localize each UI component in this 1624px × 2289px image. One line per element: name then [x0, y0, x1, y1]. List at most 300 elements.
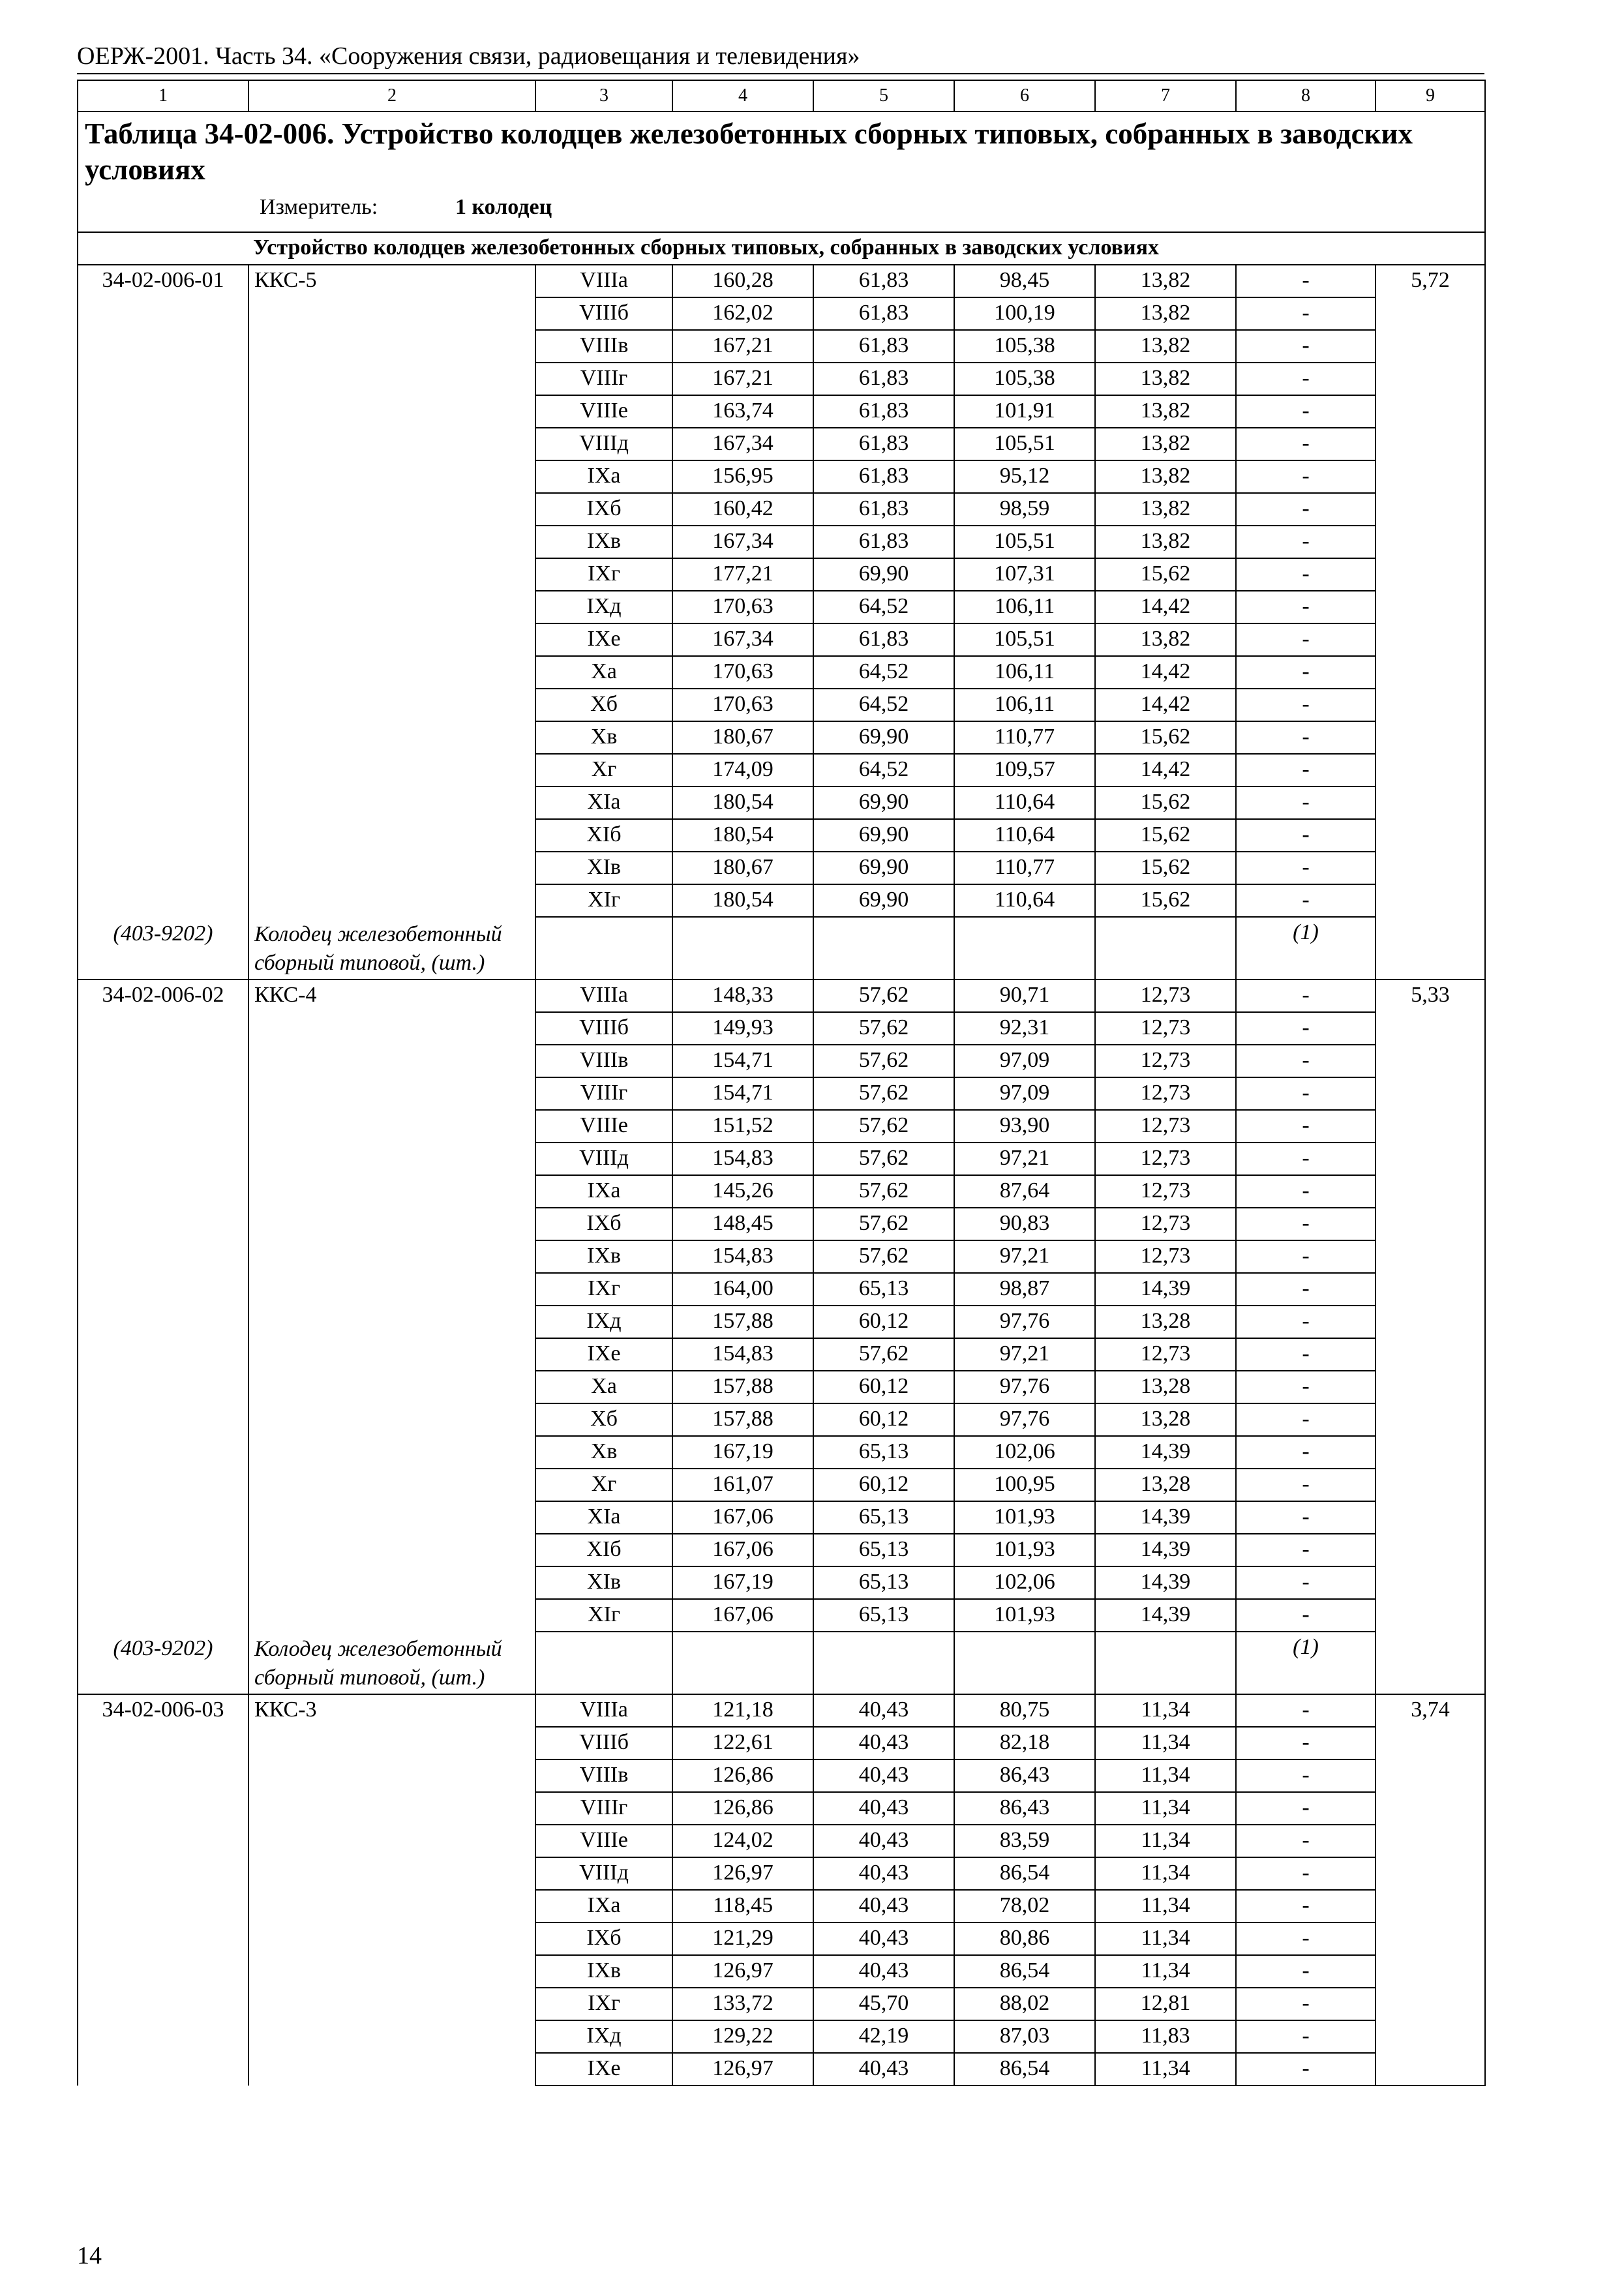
value-cell: 15,62	[1095, 852, 1236, 884]
value-cell: 170,63	[672, 591, 813, 623]
value-cell: VIIIв	[535, 330, 672, 363]
value-cell: -	[1236, 1922, 1376, 1955]
value-cell: 167,19	[672, 1436, 813, 1469]
value-cell: -	[1236, 460, 1376, 493]
empty-cell	[813, 1632, 954, 1694]
section-row	[78, 232, 1485, 265]
column-number: 7	[1095, 80, 1236, 112]
value-cell: 60,12	[813, 1306, 954, 1338]
value-cell: 57,62	[813, 1143, 954, 1175]
value-cell: XIв	[535, 852, 672, 884]
value-cell: 101,93	[954, 1599, 1095, 1632]
value-cell: 40,43	[813, 1955, 954, 1988]
value-cell: 154,71	[672, 1077, 813, 1110]
value-cell: 86,43	[954, 1759, 1095, 1792]
value-cell: 61,83	[813, 623, 954, 656]
value-cell: 60,12	[813, 1403, 954, 1436]
note-code: (403-9202)	[113, 1636, 213, 1660]
column-number: 1	[78, 80, 248, 112]
value-cell: IXе	[535, 1338, 672, 1371]
value-cell: -	[1236, 1599, 1376, 1632]
value-cell: -	[1236, 1273, 1376, 1306]
value-cell: 13,82	[1095, 363, 1236, 395]
value-cell: Xг	[535, 754, 672, 786]
value-cell: -	[1236, 428, 1376, 460]
value-cell: 64,52	[813, 754, 954, 786]
value-cell: 101,91	[954, 395, 1095, 428]
value-cell: 61,83	[813, 493, 954, 526]
table-body	[78, 80, 1485, 2086]
value-cell: 13,82	[1095, 330, 1236, 363]
value-cell: 162,02	[672, 297, 813, 330]
rate-code: 34-02-006-02 (403-9202)	[78, 980, 248, 1694]
value-cell: -	[1236, 1077, 1376, 1110]
table-title-row	[78, 112, 1485, 232]
value-cell: 106,11	[954, 591, 1095, 623]
value-cell: 100,95	[954, 1469, 1095, 1501]
value-cell: 97,76	[954, 1371, 1095, 1403]
value-cell: 110,77	[954, 852, 1095, 884]
value-cell: 13,82	[1095, 623, 1236, 656]
value-cell: 105,38	[954, 363, 1095, 395]
table-row	[78, 980, 1485, 1012]
value-cell: VIIIг	[535, 1792, 672, 1825]
column-number: 8	[1236, 80, 1376, 112]
header-rule	[77, 73, 1484, 74]
mass-cell: 5,72	[1376, 265, 1485, 980]
column-number: 2	[248, 80, 535, 112]
value-cell: IXг	[535, 1988, 672, 2020]
value-cell: 11,34	[1095, 1792, 1236, 1825]
value-cell: 149,93	[672, 1012, 813, 1045]
value-cell: 13,28	[1095, 1469, 1236, 1501]
value-cell: 11,34	[1095, 1857, 1236, 1890]
value-cell: 148,45	[672, 1208, 813, 1240]
rate-name: ККС-3	[248, 1694, 535, 2086]
value-cell: 87,03	[954, 2020, 1095, 2053]
value-cell: 40,43	[813, 1890, 954, 1922]
value-cell: 157,88	[672, 1403, 813, 1436]
value-cell: 15,62	[1095, 721, 1236, 754]
rate-code: 34-02-006-03	[78, 1694, 248, 2086]
value-cell: 157,88	[672, 1306, 813, 1338]
value-cell: 69,90	[813, 819, 954, 852]
value-cell: IXв	[535, 1955, 672, 1988]
note-code: (403-9202)	[113, 921, 213, 946]
value-cell: 170,63	[672, 689, 813, 721]
value-cell: 14,39	[1095, 1273, 1236, 1306]
value-cell: -	[1236, 721, 1376, 754]
value-cell: 57,62	[813, 1208, 954, 1240]
value-cell: 40,43	[813, 1825, 954, 1857]
value-cell: 118,45	[672, 1890, 813, 1922]
value-cell: 170,63	[672, 656, 813, 689]
value-cell: 61,83	[813, 395, 954, 428]
value-cell: 109,57	[954, 754, 1095, 786]
note-text: Колодец железобетонный сборный типовой, (шт.)	[254, 922, 502, 975]
note-text: Колодец железобетонный сборный типовой, (шт.)	[254, 1637, 502, 1690]
value-cell: IXе	[535, 2053, 672, 2086]
value-cell: IXб	[535, 493, 672, 526]
value-cell: 167,21	[672, 363, 813, 395]
column-number: 3	[535, 80, 672, 112]
value-cell: 65,13	[813, 1566, 954, 1599]
value-cell: -	[1236, 1306, 1376, 1338]
value-cell: 121,29	[672, 1922, 813, 1955]
value-cell: 97,76	[954, 1306, 1095, 1338]
value-cell: 69,90	[813, 852, 954, 884]
value-cell: -	[1236, 1143, 1376, 1175]
value-cell: 148,33	[672, 980, 813, 1012]
value-cell: 13,82	[1095, 297, 1236, 330]
value-cell: 80,75	[954, 1694, 1095, 1727]
value-cell: -	[1236, 1759, 1376, 1792]
rates-table	[77, 80, 1486, 2086]
value-cell: -	[1236, 1727, 1376, 1759]
value-cell: 110,64	[954, 884, 1095, 917]
value-cell: 156,95	[672, 460, 813, 493]
value-cell: 12,81	[1095, 1988, 1236, 2020]
value-cell: 15,62	[1095, 558, 1236, 591]
value-cell: VIIIб	[535, 297, 672, 330]
value-cell: -	[1236, 1240, 1376, 1273]
value-cell: -	[1236, 1045, 1376, 1077]
value-cell: 126,86	[672, 1759, 813, 1792]
value-cell: 107,31	[954, 558, 1095, 591]
value-cell: 92,31	[954, 1012, 1095, 1045]
value-cell: -	[1236, 1403, 1376, 1436]
value-cell: -	[1236, 1857, 1376, 1890]
value-cell: 98,59	[954, 493, 1095, 526]
value-cell: 61,83	[813, 297, 954, 330]
value-cell: 69,90	[813, 884, 954, 917]
value-cell: 11,34	[1095, 1922, 1236, 1955]
value-cell: 145,26	[672, 1175, 813, 1208]
value-cell: -	[1236, 754, 1376, 786]
value-cell: -	[1236, 1012, 1376, 1045]
value-cell: 65,13	[813, 1534, 954, 1566]
value-cell: 40,43	[813, 1694, 954, 1727]
value-cell: 86,54	[954, 1857, 1095, 1890]
value-cell: 14,42	[1095, 754, 1236, 786]
value-cell: 11,34	[1095, 1890, 1236, 1922]
value-cell: 180,54	[672, 819, 813, 852]
table-row	[78, 265, 1485, 297]
value-cell: -	[1236, 1792, 1376, 1825]
value-cell: 161,07	[672, 1469, 813, 1501]
value-cell: 97,21	[954, 1143, 1095, 1175]
value-cell: 154,83	[672, 1143, 813, 1175]
value-cell: 97,09	[954, 1045, 1095, 1077]
value-cell: 95,12	[954, 460, 1095, 493]
value-cell: XIа	[535, 786, 672, 819]
value-cell: 167,34	[672, 526, 813, 558]
value-cell: 15,62	[1095, 819, 1236, 852]
value-cell: VIIIе	[535, 395, 672, 428]
value-cell: Xб	[535, 1403, 672, 1436]
empty-cell	[1095, 917, 1236, 980]
value-cell: 87,64	[954, 1175, 1095, 1208]
value-cell: 167,21	[672, 330, 813, 363]
value-cell: 60,12	[813, 1469, 954, 1501]
value-cell: Xв	[535, 1436, 672, 1469]
value-cell: -	[1236, 819, 1376, 852]
value-cell: IXд	[535, 591, 672, 623]
value-cell: 14,39	[1095, 1599, 1236, 1632]
value-cell: 180,67	[672, 852, 813, 884]
value-cell: 101,93	[954, 1501, 1095, 1534]
value-cell: 69,90	[813, 558, 954, 591]
value-cell: 110,64	[954, 819, 1095, 852]
value-cell: XIа	[535, 1501, 672, 1534]
value-cell: -	[1236, 623, 1376, 656]
value-cell: 14,39	[1095, 1534, 1236, 1566]
value-cell: 12,73	[1095, 1045, 1236, 1077]
value-cell: 57,62	[813, 1077, 954, 1110]
value-cell: 126,97	[672, 1857, 813, 1890]
value-cell: 151,52	[672, 1110, 813, 1143]
value-cell: 11,34	[1095, 1955, 1236, 1988]
value-cell: 12,73	[1095, 1175, 1236, 1208]
empty-cell	[813, 917, 954, 980]
value-cell: VIIIб	[535, 1727, 672, 1759]
value-cell: 93,90	[954, 1110, 1095, 1143]
value-cell: 163,74	[672, 395, 813, 428]
value-cell: VIIIв	[535, 1759, 672, 1792]
value-cell: 57,62	[813, 980, 954, 1012]
value-cell: 13,82	[1095, 493, 1236, 526]
value-cell: Xа	[535, 656, 672, 689]
value-cell: 11,34	[1095, 1825, 1236, 1857]
value-cell: 13,28	[1095, 1371, 1236, 1403]
value-cell: 61,83	[813, 428, 954, 460]
value-cell: 12,73	[1095, 1143, 1236, 1175]
value-cell: 102,06	[954, 1566, 1095, 1599]
value-cell: 12,73	[1095, 1012, 1236, 1045]
value-cell: -	[1236, 1694, 1376, 1727]
value-cell: -	[1236, 591, 1376, 623]
value-cell: 13,82	[1095, 526, 1236, 558]
value-cell: -	[1236, 1501, 1376, 1534]
value-cell: -	[1236, 297, 1376, 330]
value-cell: XIг	[535, 1599, 672, 1632]
value-cell: 64,52	[813, 689, 954, 721]
value-cell: 86,43	[954, 1792, 1095, 1825]
value-cell: 13,28	[1095, 1403, 1236, 1436]
value-cell: 90,83	[954, 1208, 1095, 1240]
value-cell: 180,54	[672, 884, 813, 917]
measure-label: Измеритель:	[260, 195, 378, 219]
value-cell: -	[1236, 786, 1376, 819]
value-cell: -	[1236, 1825, 1376, 1857]
value-cell: -	[1236, 884, 1376, 917]
value-cell: Xа	[535, 1371, 672, 1403]
value-cell: 97,21	[954, 1240, 1095, 1273]
value-cell: 86,54	[954, 2053, 1095, 2086]
measure-line	[85, 189, 1478, 225]
value-cell: VIIIд	[535, 428, 672, 460]
value-cell: 11,34	[1095, 1727, 1236, 1759]
value-cell: 177,21	[672, 558, 813, 591]
value-cell: 11,34	[1095, 1759, 1236, 1792]
value-cell: 110,77	[954, 721, 1095, 754]
value-cell: 69,90	[813, 721, 954, 754]
value-cell: 124,02	[672, 1825, 813, 1857]
value-cell: 57,62	[813, 1240, 954, 1273]
value-cell: VIIIа	[535, 1694, 672, 1727]
value-cell: 13,82	[1095, 395, 1236, 428]
value-cell: 88,02	[954, 1988, 1095, 2020]
value-cell: 97,76	[954, 1403, 1095, 1436]
value-cell: 57,62	[813, 1175, 954, 1208]
column-numbers-row	[78, 80, 1485, 112]
value-cell: 60,12	[813, 1371, 954, 1403]
rate-name: ККС-4 Колодец железобетонный сборный типовой, (шт.)	[248, 980, 535, 1694]
value-cell: 57,62	[813, 1338, 954, 1371]
value-cell: -	[1236, 2053, 1376, 2086]
value-cell: 14,39	[1095, 1436, 1236, 1469]
empty-cell	[535, 1632, 672, 1694]
value-cell: 154,83	[672, 1240, 813, 1273]
value-cell: 97,09	[954, 1077, 1095, 1110]
value-cell: XIг	[535, 884, 672, 917]
value-cell: 126,97	[672, 2053, 813, 2086]
value-cell: 121,18	[672, 1694, 813, 1727]
value-cell: XIв	[535, 1566, 672, 1599]
value-cell: 69,90	[813, 786, 954, 819]
value-cell: 12,73	[1095, 1110, 1236, 1143]
value-cell: IXд	[535, 2020, 672, 2053]
value-cell: 105,51	[954, 428, 1095, 460]
value-cell: IXе	[535, 623, 672, 656]
mass-cell: 5,33	[1376, 980, 1485, 1694]
value-cell: 15,62	[1095, 786, 1236, 819]
value-cell: IXв	[535, 526, 672, 558]
value-cell: -	[1236, 1338, 1376, 1371]
value-cell: 40,43	[813, 1792, 954, 1825]
value-cell: 160,28	[672, 265, 813, 297]
value-cell: 122,61	[672, 1727, 813, 1759]
value-cell: 64,52	[813, 656, 954, 689]
column-number: 5	[813, 80, 954, 112]
rate-code: 34-02-006-01 (403-9202)	[78, 265, 248, 980]
value-cell: 180,67	[672, 721, 813, 754]
value-cell: 167,06	[672, 1534, 813, 1566]
value-cell: 13,82	[1095, 460, 1236, 493]
table-title: Таблица 34-02-006. Устройство колодцев железобетонных сборных типовых, собранных в заводских условиях	[85, 117, 1413, 186]
value-cell: 129,22	[672, 2020, 813, 2053]
value-cell: 154,71	[672, 1045, 813, 1077]
value-cell: Xг	[535, 1469, 672, 1501]
value-cell: 57,62	[813, 1012, 954, 1045]
value-cell: 13,82	[1095, 428, 1236, 460]
empty-cell	[672, 917, 813, 980]
value-cell: VIIIб	[535, 1012, 672, 1045]
value-cell: IXб	[535, 1208, 672, 1240]
value-cell: 40,43	[813, 1727, 954, 1759]
value-cell: IXг	[535, 1273, 672, 1306]
table-row	[78, 1694, 1485, 1727]
value-cell: -	[1236, 493, 1376, 526]
value-cell: VIIIе	[535, 1825, 672, 1857]
value-cell: -	[1236, 1110, 1376, 1143]
value-cell: -	[1236, 980, 1376, 1012]
value-cell: IXб	[535, 1922, 672, 1955]
value-cell: 40,43	[813, 1857, 954, 1890]
value-cell: -	[1236, 1175, 1376, 1208]
value-cell: 12,73	[1095, 980, 1236, 1012]
column-number: 6	[954, 80, 1095, 112]
value-cell: 40,43	[813, 2053, 954, 2086]
value-cell: XIб	[535, 819, 672, 852]
value-cell: 80,86	[954, 1922, 1095, 1955]
value-cell: 90,71	[954, 980, 1095, 1012]
table-title-cell	[78, 112, 1485, 232]
value-cell: 167,34	[672, 428, 813, 460]
value-cell: 64,52	[813, 591, 954, 623]
value-cell: IXд	[535, 1306, 672, 1338]
value-cell: 14,42	[1095, 591, 1236, 623]
value-cell: -	[1236, 1371, 1376, 1403]
value-cell: 100,19	[954, 297, 1095, 330]
value-cell: 57,62	[813, 1045, 954, 1077]
value-cell: 126,86	[672, 1792, 813, 1825]
value-cell: 14,39	[1095, 1566, 1236, 1599]
value-cell: 167,19	[672, 1566, 813, 1599]
rate-name: ККС-5 Колодец железобетонный сборный типовой, (шт.)	[248, 265, 535, 980]
value-cell: VIIIа	[535, 980, 672, 1012]
value-cell: 160,42	[672, 493, 813, 526]
value-cell: Xв	[535, 721, 672, 754]
value-cell: 65,13	[813, 1501, 954, 1534]
value-cell: 14,39	[1095, 1501, 1236, 1534]
value-cell: 97,21	[954, 1338, 1095, 1371]
value-cell: VIIIд	[535, 1143, 672, 1175]
value-cell: 40,43	[813, 1759, 954, 1792]
value-cell: 174,09	[672, 754, 813, 786]
value-cell: 105,38	[954, 330, 1095, 363]
value-cell: IXа	[535, 460, 672, 493]
value-cell: IXг	[535, 558, 672, 591]
value-cell: 106,11	[954, 656, 1095, 689]
value-cell: -	[1236, 1469, 1376, 1501]
value-cell: VIIIв	[535, 1045, 672, 1077]
value-cell: -	[1236, 1436, 1376, 1469]
value-cell: 65,13	[813, 1436, 954, 1469]
value-cell: 167,06	[672, 1599, 813, 1632]
page-header: ОЕРЖ-2001. Часть 34. «Сооружения связи, радиовещания и телевидения»	[77, 42, 860, 70]
value-cell: 157,88	[672, 1371, 813, 1403]
value-cell: -	[1236, 1988, 1376, 2020]
value-cell: -	[1236, 363, 1376, 395]
value-cell: XIб	[535, 1534, 672, 1566]
value-cell: -	[1236, 2020, 1376, 2053]
value-cell: -	[1236, 1208, 1376, 1240]
empty-cell	[954, 1632, 1095, 1694]
value-cell: -	[1236, 395, 1376, 428]
value-cell: 11,34	[1095, 2053, 1236, 2086]
value-cell: 83,59	[954, 1825, 1095, 1857]
value-cell: 12,73	[1095, 1077, 1236, 1110]
value-cell: 14,42	[1095, 689, 1236, 721]
value-cell: VIIIа	[535, 265, 672, 297]
value-cell: -	[1236, 1534, 1376, 1566]
value-cell: -	[1236, 558, 1376, 591]
empty-cell	[535, 917, 672, 980]
value-cell: 106,11	[954, 689, 1095, 721]
value-cell: 167,06	[672, 1501, 813, 1534]
value-cell: 105,51	[954, 623, 1095, 656]
